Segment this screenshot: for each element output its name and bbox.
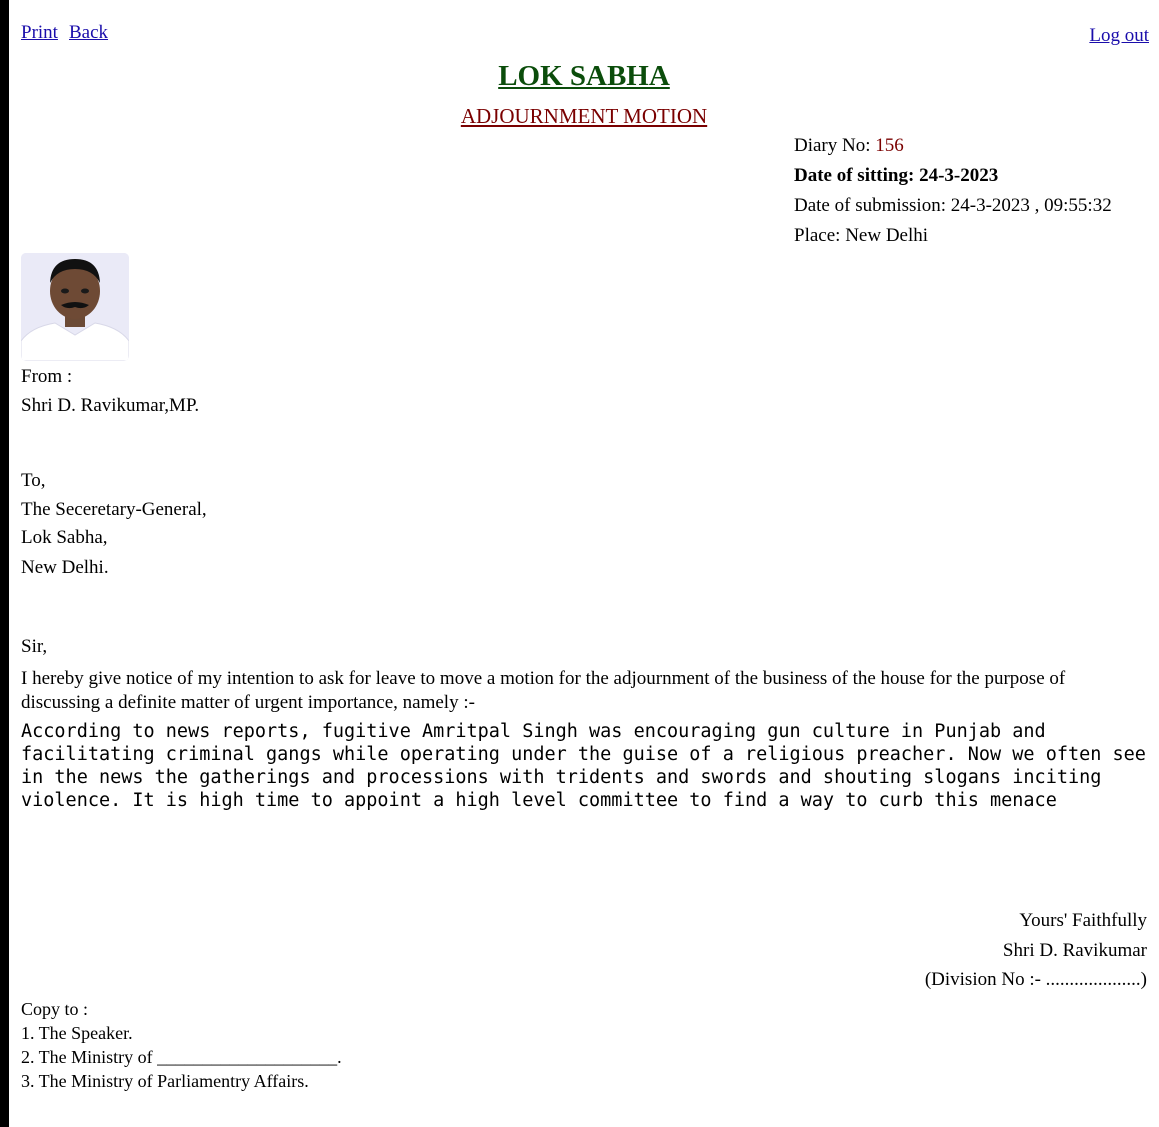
to-line: The Seceretary-General,: [21, 499, 207, 520]
copy-item: 3. The Ministry of Parliamentry Affairs.: [21, 1071, 309, 1091]
sitting-value: 24-3-2023: [919, 165, 999, 186]
to-line: Lok Sabha,: [21, 527, 108, 548]
from-label: From :: [21, 366, 73, 387]
from-name: Shri D. Ravikumar,MP.: [21, 395, 200, 416]
logout-link[interactable]: Log out: [1089, 25, 1149, 46]
copy-to-label: Copy to :: [21, 999, 89, 1019]
member-portrait-icon: [21, 253, 129, 361]
signature-closing: Yours' Faithfully: [1019, 910, 1147, 931]
date-of-sitting: [794, 165, 998, 187]
copy-item: 1. The Speaker.: [21, 1023, 133, 1043]
page-title: LOK SABHA: [498, 60, 670, 92]
member-photo: [21, 253, 129, 361]
diary-label: Diary No:: [794, 135, 871, 156]
diary-value: 156: [875, 135, 904, 156]
signature-division: (Division No :- ....................): [924, 969, 1147, 990]
place-label: Place:: [794, 225, 841, 246]
diary-number: [794, 135, 904, 157]
submission-label: Date of submission:: [794, 195, 946, 216]
salutation: Sir,: [21, 636, 48, 657]
place-value: New Delhi: [845, 225, 929, 246]
date-of-submission: [794, 195, 1112, 217]
copy-item: 2. The Ministry of ____________________.: [21, 1047, 342, 1067]
notice-text: I hereby give notice of my intention to ask for leave to move a motion for the adjournment of the business of the house for the purpose of discussing a definite matter of urgent importance, namely :-: [21, 668, 1066, 713]
left-border: [0, 0, 9, 1127]
page-subtitle: ADJOURNMENT MOTION: [460, 104, 708, 128]
back-link[interactable]: Back: [69, 22, 109, 43]
signature-name: Shri D. Ravikumar: [1002, 940, 1147, 961]
to-label: To,: [21, 470, 46, 491]
submission-value: 24-3-2023 , 09:55:32: [950, 195, 1112, 216]
print-link[interactable]: Print: [21, 22, 58, 43]
motion-content: According to news reports, fugitive Amritpal Singh was encouraging gun culture in Punjab and facilitating criminal gangs while operating under the guise of a religious preacher. Now we often see in the news the gatherings and processions with tridents and swords and shouting slogans inciting violence. It is high time to appoint a high level committee to find a way to curb this menace: [21, 721, 1146, 811]
place: [794, 225, 928, 247]
sitting-label: Date of sitting:: [794, 165, 915, 186]
to-line: New Delhi.: [21, 557, 109, 578]
